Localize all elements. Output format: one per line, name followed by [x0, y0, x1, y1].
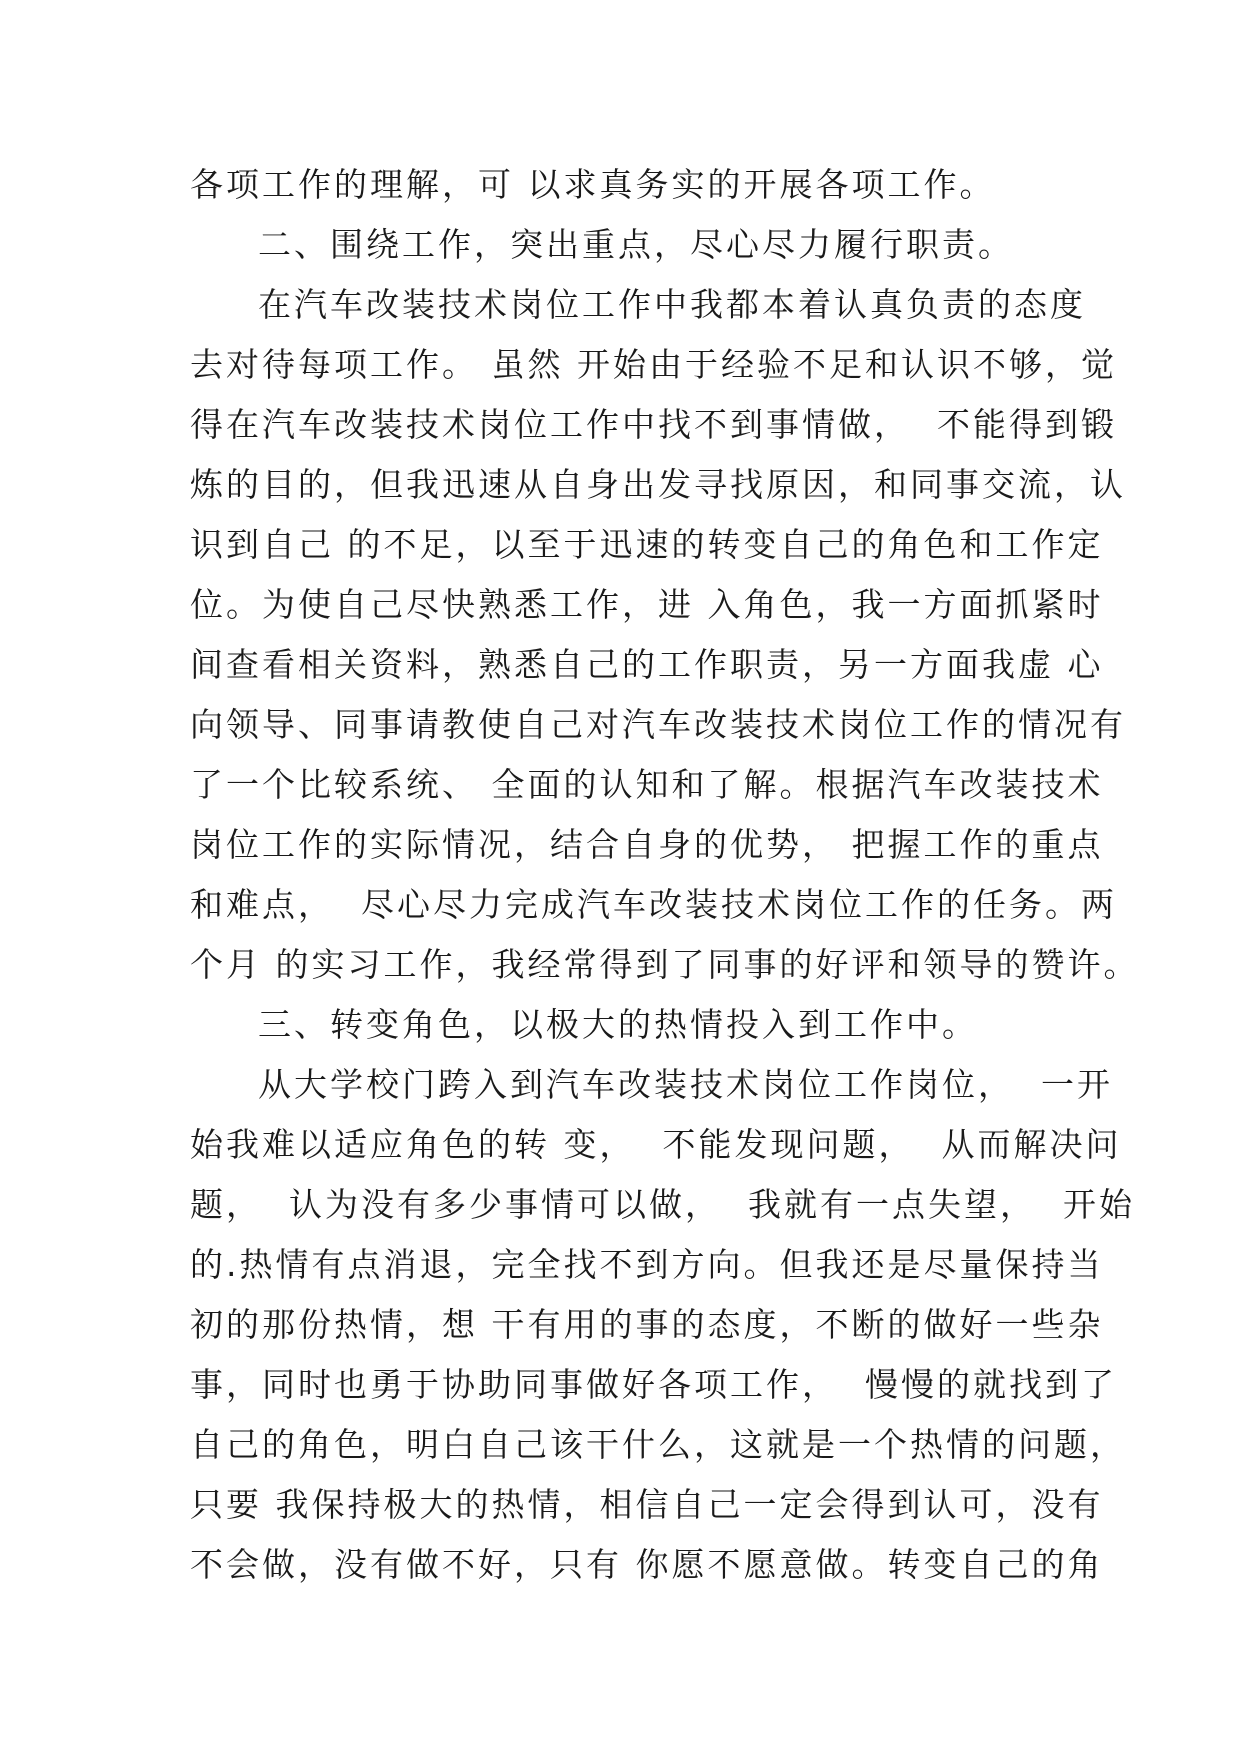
- document-body: [190, 155, 1140, 1595]
- text-line: 识到自己 的不足，以至于迅速的转变自己的角色和工作定: [190, 525, 1104, 564]
- text-line: 各项工作的理解，可 以求真务实的开展各项工作。: [190, 165, 996, 204]
- text-line: 了一个比较系统、 全面的认知和了解。根据汽车改装技术: [190, 765, 1104, 804]
- text-line: 题， 认为没有多少事情可以做， 我就有一点失望， 开始: [190, 1185, 1135, 1224]
- text-line: 位。为使自己尽快熟悉工作，进 入角色，我一方面抓紧时: [190, 585, 1104, 624]
- text-line: 不会做，没有做不好，只有 你愿不愿意做。转变自己的角: [190, 1545, 1104, 1584]
- text-line: 事，同时也勇于协助同事做好各项工作， 慢慢的就找到了: [190, 1365, 1117, 1404]
- text-line: 和难点， 尽心尽力完成汽车改装技术岗位工作的任务。两: [190, 885, 1117, 924]
- text-line: 岗位工作的实际情况，结合自身的优势， 把握工作的重点: [190, 825, 1104, 864]
- text-line: 向领导、同事请教使自己对汽车改装技术岗位工作的情况有: [190, 705, 1126, 744]
- text-line: 在汽车改装技术岗位工作中我都本着认真负责的态度: [258, 285, 1086, 324]
- text-line: 个月 的实习工作，我经常得到了同事的好评和领导的赞许。: [190, 945, 1140, 984]
- text-line: 的.热情有点消退，完全找不到方向。但我还是尽量保持当: [190, 1245, 1104, 1284]
- text-line: 自己的角色，明白自己该干什么，这就是一个热情的问题，: [190, 1425, 1126, 1464]
- text-line: 得在汽车改装技术岗位工作中找不到事情做， 不能得到锻: [190, 405, 1117, 444]
- text-line: 三、转变角色，以极大的热情投入到工作中。: [258, 1005, 978, 1044]
- text-line: 始我难以适应角色的转 变， 不能发现问题， 从而解决问: [190, 1125, 1122, 1164]
- text-line: 去对待每项工作。 虽然 开始由于经验不足和认识不够，觉: [190, 345, 1117, 384]
- text-line: 从大学校门跨入到汽车改装技术岗位工作岗位， 一开: [258, 1065, 1113, 1104]
- text-line: 只要 我保持极大的热情，相信自己一定会得到认可，没有: [190, 1485, 1104, 1524]
- text-line: 间查看相关资料，熟悉自己的工作职责，另一方面我虚 心: [190, 645, 1104, 684]
- text-line: 炼的目的，但我迅速从自身出发寻找原因，和同事交流，认: [190, 465, 1126, 504]
- text-line: 初的那份热情，想 干有用的事的态度，不断的做好一些杂: [190, 1305, 1104, 1344]
- text-line: 二、围绕工作，突出重点，尽心尽力履行职责。: [258, 225, 1014, 264]
